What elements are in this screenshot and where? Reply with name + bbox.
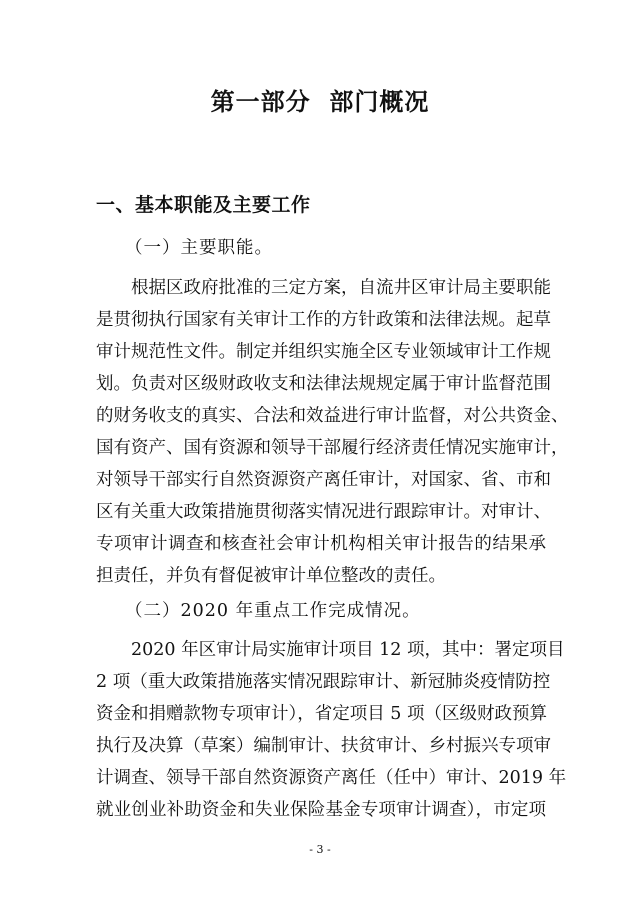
paragraph-2020-work: [96, 634, 567, 826]
page-title: 第一部分 部门概况: [210, 88, 430, 116]
paragraph-line: 专项审计调查和核查社会审计机构相关审计报告的结果承: [96, 534, 546, 554]
paragraph-line: 资金和捐赠款物专项审计），省定项目 5 项（区级财政预算: [96, 704, 548, 724]
paragraph-line: 的财务收支的真实、合法和效益进行审计监督，对公共资金、: [96, 406, 569, 426]
paragraph-line: 就业创业补助资金和失业保险基金专项审计调查），市定项: [96, 800, 546, 820]
paragraph-line: 划。负责对区级财政收支和法律法规规定属于审计监督范围: [96, 374, 551, 394]
paragraph-line: 2020 年区审计局实施审计项目 12 项，其中：署定项目: [131, 640, 565, 660]
paragraph-line: 根据区政府批准的三定方案，自流井区审计局主要职能: [131, 278, 551, 298]
subsection-heading-main-functions: （一）主要职能。: [125, 238, 273, 258]
paragraph-line: 是贯彻执行国家有关审计工作的方针政策和法律法规。起草: [96, 310, 551, 330]
paragraph-line: 国有资产、国有资源和领导干部履行经济责任情况实施审计，: [96, 438, 569, 458]
paragraph-line: 对领导干部实行自然资源资产离任审计，对国家、省、市和: [96, 470, 551, 490]
paragraph-line: 审计规范性文件。制定并组织实施全区专业领域审计工作规: [96, 342, 551, 362]
paragraph-line: 担责任，并负有督促被审计单位整改的责任。: [96, 566, 446, 586]
page-number: - 3 -: [309, 843, 331, 856]
paragraph-line: 2 项（重大政策措施落实情况跟踪审计、新冠肺炎疫情防控: [96, 672, 551, 692]
subsection-heading-2020-work: （二）2020 年重点工作完成情况。: [125, 601, 421, 621]
paragraph-line: 执行及决算（草案）编制审计、扶贫审计、乡村振兴专项审: [96, 736, 551, 756]
paragraph-line: 区有关重大政策措施贯彻落实情况进行跟踪审计。对审计、: [96, 502, 551, 522]
paragraph-line: 计调查、领导干部自然资源资产离任（任中）审计、2019 年: [96, 768, 567, 788]
paragraph-main-functions: [96, 272, 569, 592]
section-heading: 一、基本职能及主要工作: [96, 194, 311, 216]
